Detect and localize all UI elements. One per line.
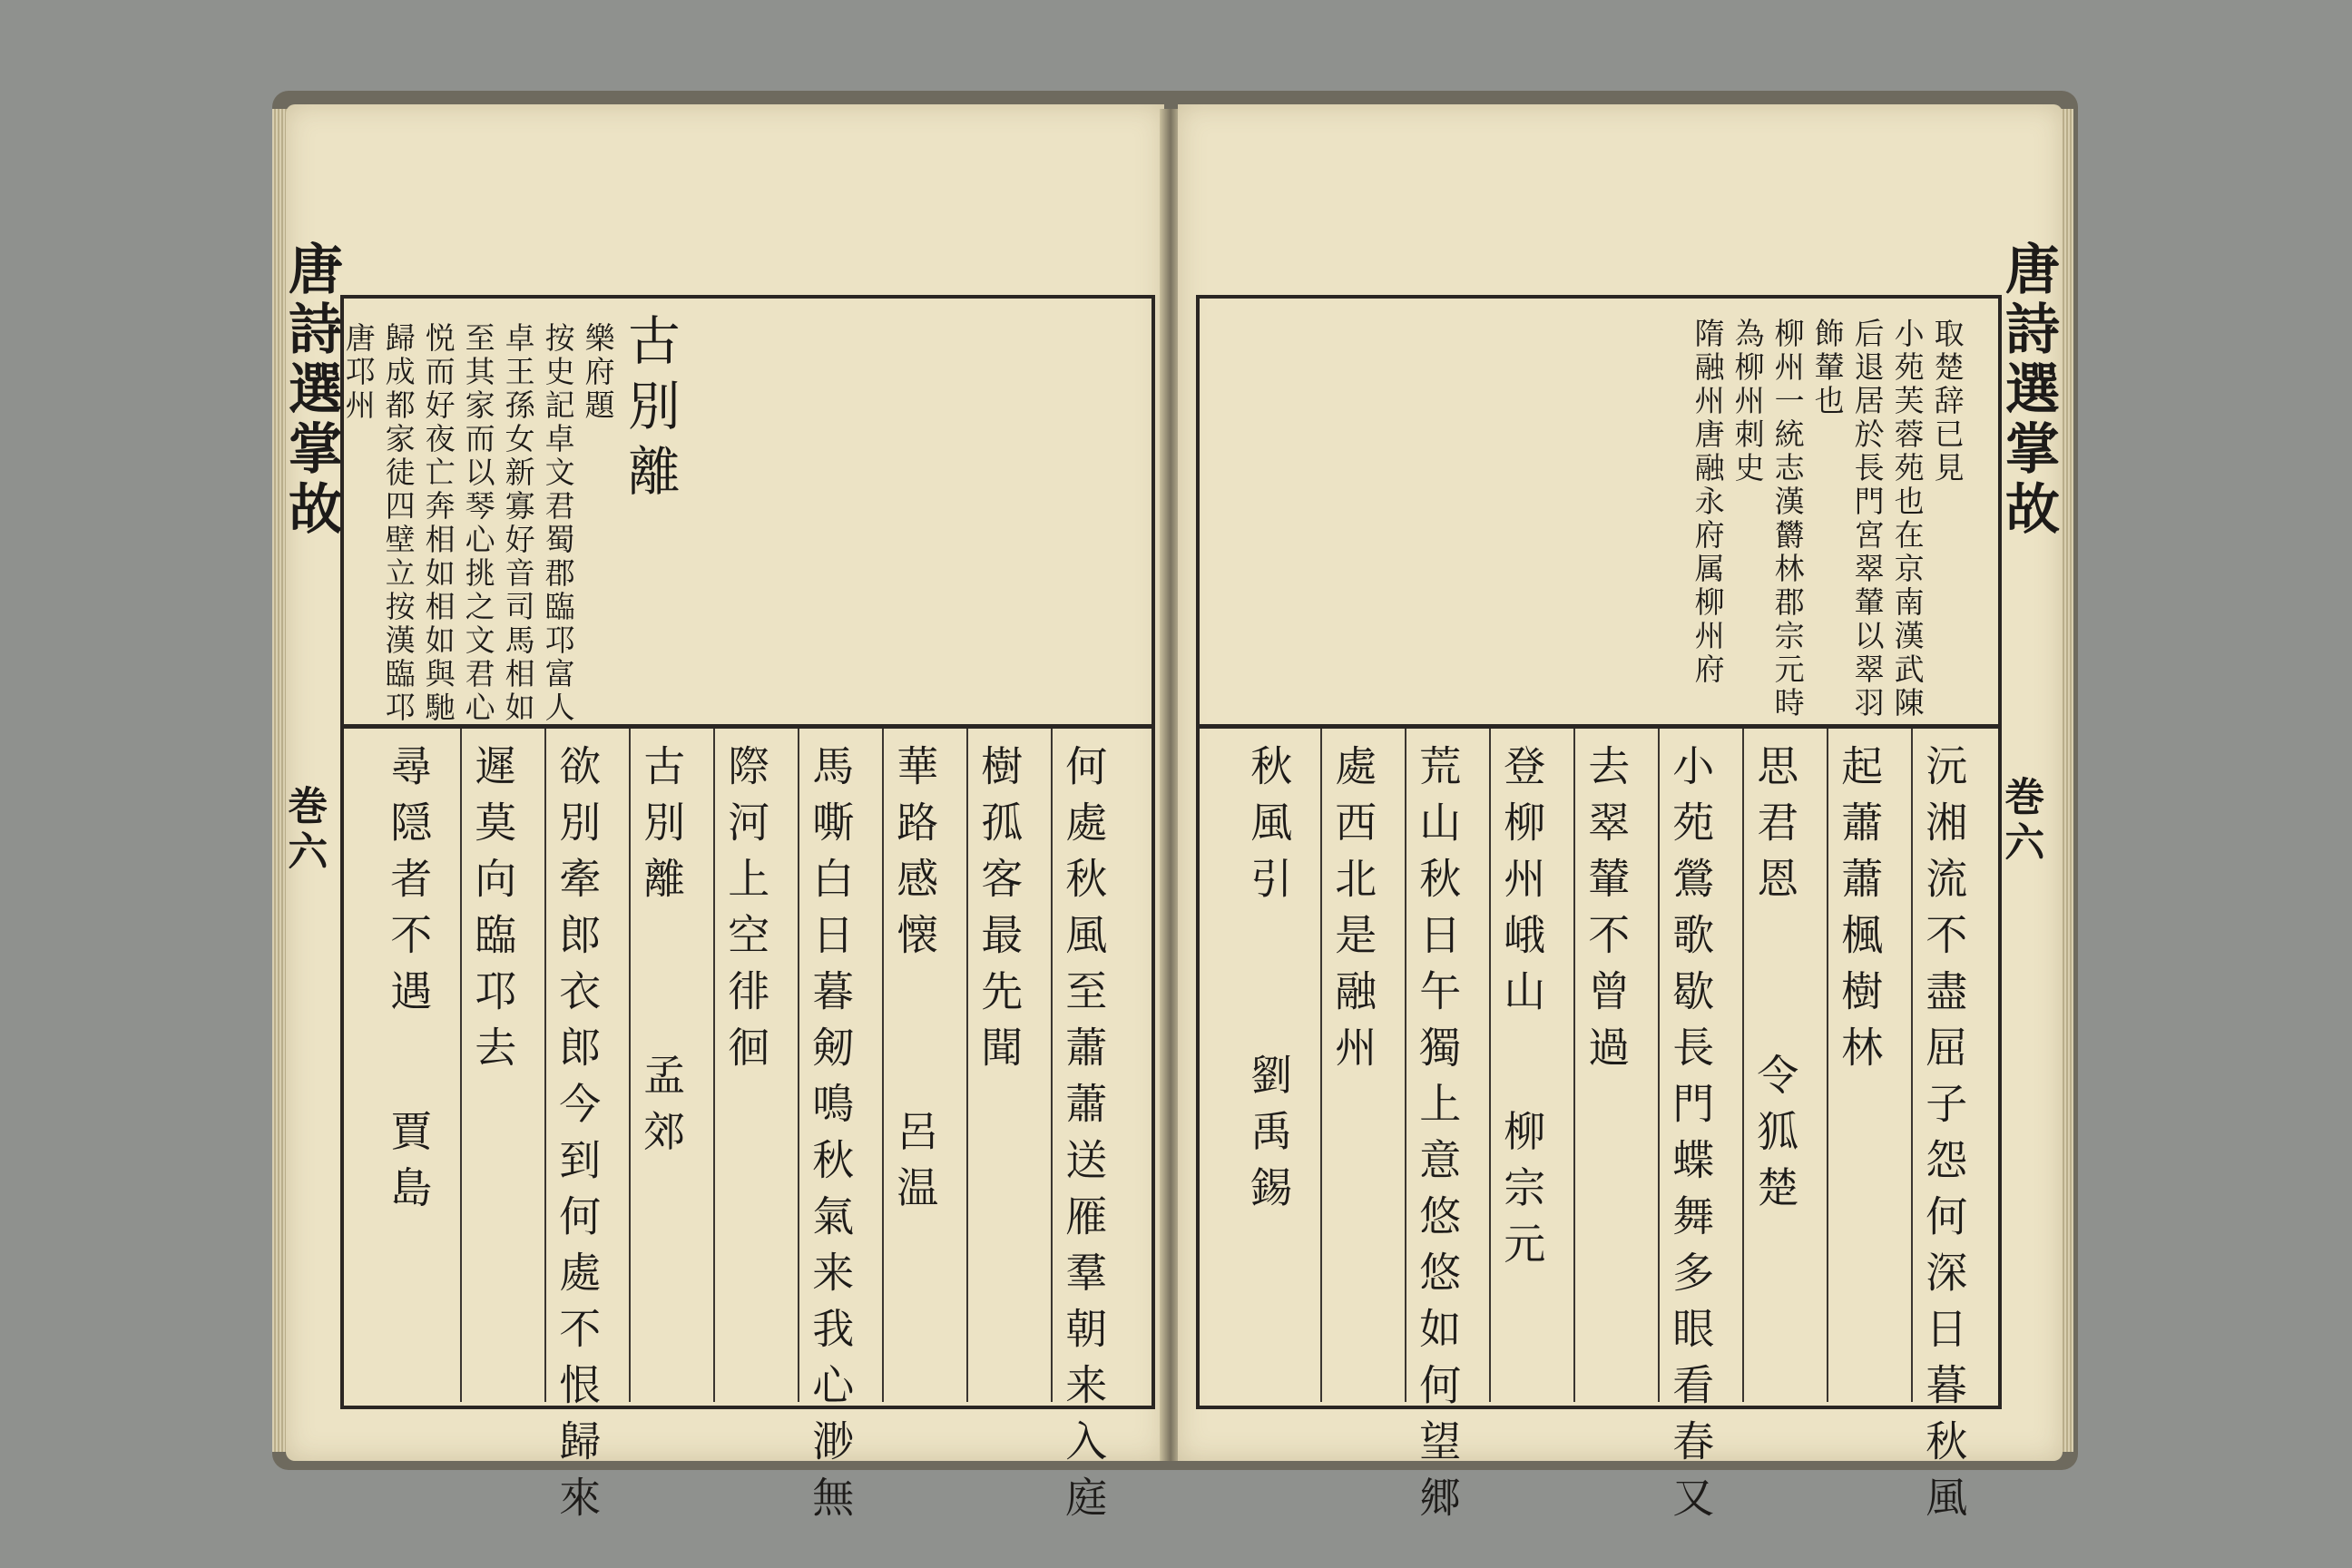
left-poem-line: 遲莫向臨邛去: [468, 744, 518, 1082]
left-poem-line: 何處秋風至蕭蕭送雁羣朝来入庭: [1059, 744, 1109, 1532]
left-column-rule: [1051, 729, 1053, 1402]
left-margin-title: 唐詩選掌故: [279, 240, 343, 540]
left-poem-line: 樹孤客最先聞: [975, 744, 1024, 1082]
left-column-rule: [798, 729, 799, 1402]
right-column-rule: [1405, 729, 1406, 1402]
right-commentary-line: 柳州一統志漢欝林郡宗元時: [1769, 318, 1806, 720]
right-header-divider: [1196, 724, 2002, 729]
left-commentary-line: 歸成都家徒四壁立按漢臨邛: [380, 322, 416, 725]
right-column-rule: [1489, 729, 1491, 1402]
left-column-rule: [629, 729, 631, 1402]
left-commentary-line: 至其家而以琴心挑之文君心: [460, 322, 496, 725]
right-column-rule: [1827, 729, 1828, 1402]
right-poem-line: 登柳州峨山 柳宗元: [1497, 744, 1547, 1279]
left-commentary-line: 樂府題: [580, 322, 616, 423]
left-column-rule: [882, 729, 884, 1402]
right-column-rule: [1911, 729, 1913, 1402]
left-column-rule: [544, 729, 546, 1402]
right-commentary-line: 為柳州刺史: [1730, 318, 1766, 485]
right-column-rule: [1573, 729, 1575, 1402]
right-poem-line: 思君恩 令狐楚: [1750, 744, 1800, 1222]
left-commentary-line: 悦而好夜亡奔相如相如與馳: [420, 322, 456, 725]
right-commentary-line: 飾輦也: [1809, 318, 1846, 418]
left-commentary-line: 卓王孫女新寡好音司馬相如: [500, 322, 536, 725]
right-column-rule: [1742, 729, 1744, 1402]
left-column-rule: [460, 729, 462, 1402]
right-poem-line: 小苑鶯歌歇長門蝶舞多眼看春又: [1666, 744, 1716, 1532]
right-poem-line: 處西北是融州: [1328, 744, 1378, 1082]
left-poem-line: 際河上空徘徊: [721, 744, 771, 1082]
right-poem-line: 起蕭蕭楓樹林: [1835, 744, 1885, 1082]
right-commentary-line: 取楚辞已見: [1929, 318, 1965, 485]
left-commentary-line: 古別離: [618, 313, 681, 509]
left-poem-line: 古別離 孟郊: [637, 744, 687, 1166]
left-page: [279, 104, 1164, 1532]
left-margin-volume: 巻六: [280, 785, 328, 876]
right-commentary-line: 小苑芙蓉苑也在京南漢武陳: [1889, 318, 1926, 720]
left-commentary-line: 按史記卓文君蜀郡臨邛富人: [540, 322, 576, 725]
right-poem-line: 秋風引 劉禹錫: [1244, 744, 1294, 1222]
right-column-rule: [1658, 729, 1660, 1402]
right-column-rule: [1320, 729, 1322, 1402]
left-poem-line: 欲別牽郎衣郎今到何處不恨歸來: [553, 744, 603, 1532]
right-commentary-line: 隋融州唐融永府属柳州府: [1690, 318, 1726, 687]
right-poem-line: 沅湘流不盡屈子怨何深日暮秋風: [1919, 744, 1969, 1532]
right-margin-title: 唐詩選掌故: [1996, 240, 2060, 540]
left-poem-line: 馬嘶白日暮剱鳴秋氣来我心渺無: [806, 744, 856, 1532]
right-commentary-line: 后退居於長門宮翠輦以翠羽: [1849, 318, 1886, 720]
left-column-rule: [713, 729, 715, 1402]
right-page: [1178, 104, 2063, 1532]
right-margin-volume: 巻六: [1997, 776, 2044, 867]
left-commentary-line: 唐邛州: [340, 322, 377, 423]
right-poem-line: 去翠輦不曾過: [1582, 744, 1632, 1082]
left-column-rule: [966, 729, 968, 1402]
right-poem-line: 荒山秋日午獨上意悠悠如何望郷: [1413, 744, 1463, 1532]
left-poem-line: 華路感懐 呂温: [890, 744, 940, 1222]
left-poem-line: 尋隠者不遇 賈島: [384, 744, 434, 1222]
